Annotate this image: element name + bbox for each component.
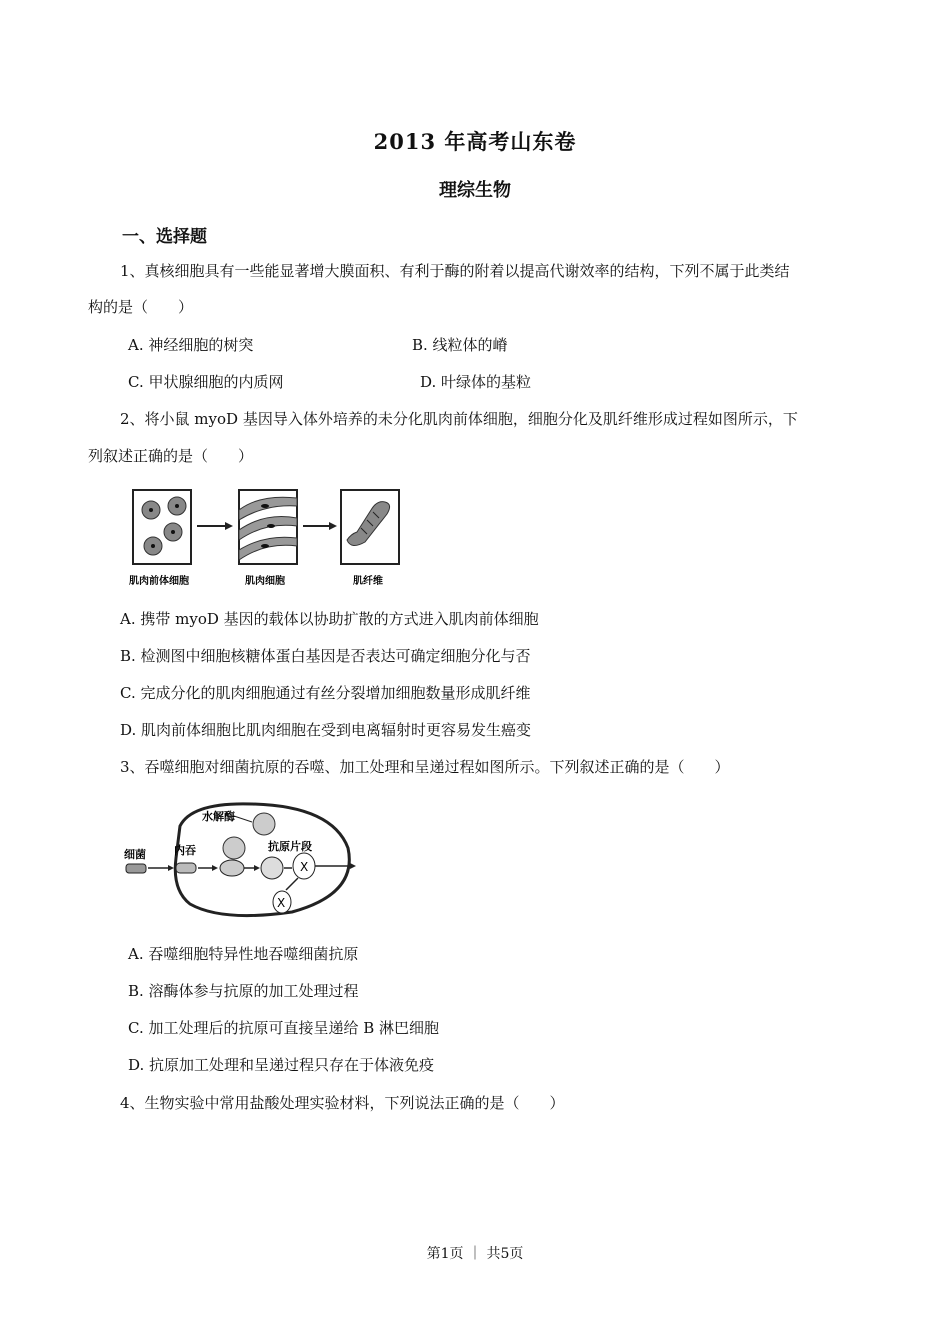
muscle-cells-panel [239, 490, 297, 564]
fig3-label-inclusion: 内吞 [174, 844, 196, 857]
q2-option-a: A. 携带 myoD 基因的载体以协助扩散的方式进入肌肉前体细胞 [120, 610, 539, 628]
fig3-label-bacteria: 细菌 [124, 848, 146, 861]
fig2-label-muscle-cell: 肌肉细胞 [245, 576, 285, 587]
svg-text:X: X [300, 860, 309, 874]
q3-option-b: B. 溶酶体参与抗原的加工处理过程 [128, 982, 359, 1000]
page-footer: 第1页 ｜ 共5页 [426, 1246, 524, 1262]
fig3-label-enzyme: 水解酶 [202, 810, 235, 823]
q2-stem-line2: 列叙述正确的是（ ） [88, 447, 254, 465]
q3-option-c: C. 加工处理后的抗原可直接呈递给 B 淋巴细胞 [128, 1019, 440, 1037]
section-heading: 一、选择题 [122, 227, 207, 247]
page-subtitle: 理综生物 [439, 180, 511, 201]
q4-stem: 4、生物实验中常用盐酸处理实验材料，下列说法正确的是（ ） [120, 1094, 565, 1112]
fig2-label-fiber: 肌纤维 [353, 576, 383, 587]
q1-stem-line1: 1、真核细胞具有一些能显著增大膜面积、有利于酶的附着以提高代谢效率的结构，下列不属于此类结 [120, 262, 790, 280]
q1-option-b: B. 线粒体的嵴 [412, 336, 508, 354]
fig3-label-fragment: 抗原片段 [268, 840, 312, 853]
fig2-label-precursor: 肌肉前体细胞 [129, 576, 189, 587]
phagocyte-figure [122, 798, 362, 922]
q3-option-a: A. 吞噬细胞特异性地吞噬细菌抗原 [128, 945, 359, 963]
q1-option-a: A. 神经细胞的树突 [128, 336, 254, 354]
q2-option-c: C. 完成分化的肌肉细胞通过有丝分裂增加细胞数量形成肌纤维 [120, 684, 531, 702]
q3-stem: 3、吞噬细胞对细菌抗原的吞噬、加工处理和呈递过程如图所示。下列叙述正确的是（ ） [120, 758, 730, 776]
precursor-cells-panel [133, 490, 191, 564]
q1-option-d: D. 叶绿体的基粒 [420, 373, 532, 391]
bacteria-icon [126, 864, 146, 873]
page-title: 2013 年高考山东卷 [373, 129, 577, 154]
muscle-fiber-panel [341, 490, 399, 564]
q2-option-d: D. 肌肉前体细胞比肌肉细胞在受到电离辐射时更容易发生癌变 [120, 721, 532, 739]
muscle-differentiation-figure [125, 484, 415, 590]
q2-option-b: B. 检测图中细胞核糖体蛋白基因是否表达可确定细胞分化与否 [120, 647, 531, 665]
q1-stem-line2: 构的是（ ） [88, 298, 194, 316]
svg-text:X: X [277, 896, 286, 910]
q2-stem-line1: 2、将小鼠 myoD 基因导入体外培养的未分化肌肉前体细胞，细胞分化及肌纤维形成过程如图所示，下 [120, 410, 798, 428]
q3-option-d: D. 抗原加工处理和呈递过程只存在于体液免疫 [128, 1056, 435, 1074]
lysosome-icon [253, 813, 275, 835]
q1-option-c: C. 甲状腺细胞的内质网 [128, 373, 284, 391]
